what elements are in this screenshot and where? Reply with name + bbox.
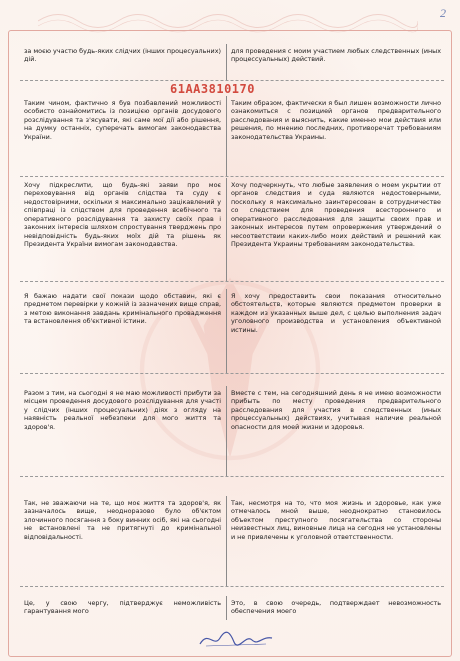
ukrainian-text: Таким чином, фактично я був позбавлений можливості особисто ознайомитись із позицією органів досудового розслідування та з'ясувати, які саме мої дії або рішення, на думку останніх, суперечать вимогам законодавства України. [24,99,221,141]
russian-text: для проведения с моим участием любых следственных (иных процессуальных) действий. [226,44,444,80]
ukrainian-text: Це, у свою чергу, підтверджує неможливість гарантування мого [24,599,221,616]
text-row [20,386,444,477]
russian-text: Я хочу предоставить свои показания относительно обстоятельств, которые являются предметом проверки в каждом из указанных выше дел, с целью выполнения задач уголовного производства и установления объективной истины. [226,289,444,373]
page-number: 2 [440,6,446,20]
text-row [20,178,444,282]
ukrainian-text: Разом з тим, на сьогодні я не маю можливості прибути за місцем проведення досудового розслідування для участі у слідчих (інших процесуальних) діях з огляду на наявність реальної небезпеки для мого життя та здоров'я. [24,389,221,431]
text-row [20,96,444,177]
russian-text: Это, в свою очередь, подтверждает невозможность обеспечения моего [226,596,444,620]
ukrainian-text: за моєю участю будь-яких слідчих (інших процесуальних) дій. [24,47,221,64]
ukrainian-text: Хочу підкреслити, що будь-які заяви про моє переховування від органів слідства та суду є недостовірними, оскільки я максимально зацікавлений у співпраці із слідством для проведення всебічного та оперативного розслідування та захисту своїх прав і законних інтересів шляхом спростування тверджень про невідповідність будь-яких моїх дій та рішень як Президента України вимогам законодавства. [24,181,221,249]
ukrainian-text: Я бажаю надати свої покази щодо обставин, які є предметом перевірки у кожній із зазначених вище справ, з метою виконання завдань кримінального провадження та встановлення об'єктивної істини. [24,292,221,326]
russian-text: Вместе с тем, на сегодняшний день я не имею возможности прибыть по месту проведения предварительного расследования для участия в следственных (иных процессуальных) действиях, учитывая наличие реальной опасности для моей жизни и здоровья. [226,386,444,476]
ukrainian-text: Так, не зважаючи на те, що моє життя та здоров'я, як зазначалось вище, неодноразово було об'єктом злочинного посягання з боку винних осіб, які на сьогодні не встановлені та не притягнуті до кримінальної відповідальності. [24,499,221,541]
text-row [20,496,444,587]
text-row [20,289,444,374]
russian-text: Так, несмотря на то, что моя жизнь и здоровье, как уже отмечалось мной выше, неоднократно становилось объектом преступного посягательства со стороны неизвестных лиц, виновные лица на сегодня не установлены и не привлечены к уголовной ответственности. [226,496,444,586]
russian-text: Хочу подчеркнуть, что любые заявления о моем укрытии от органов следствия и суда являются недостоверными, поскольку я максимально заинтересован в сотрудничестве со следствием для проведения всестороннего и оперативного расследования для защиты своих прав и законных интересов путем опровержения утверждений о несоответствии каких-либо моих действий и решений как Президента Украины требованиям законодательства. [226,178,444,281]
blank-serial-number: 61АА3810170 [170,82,255,96]
text-row [20,44,444,81]
handwritten-signature [196,624,276,652]
text-row [20,596,444,620]
russian-text: Таким образом, фактически я был лишен возможности лично ознакомиться с позицией органов предварительного расследования и выяснить, какие именно мои действия или решения, по мнению последних, противоречат требованиям законодательства Украины. [226,96,444,176]
